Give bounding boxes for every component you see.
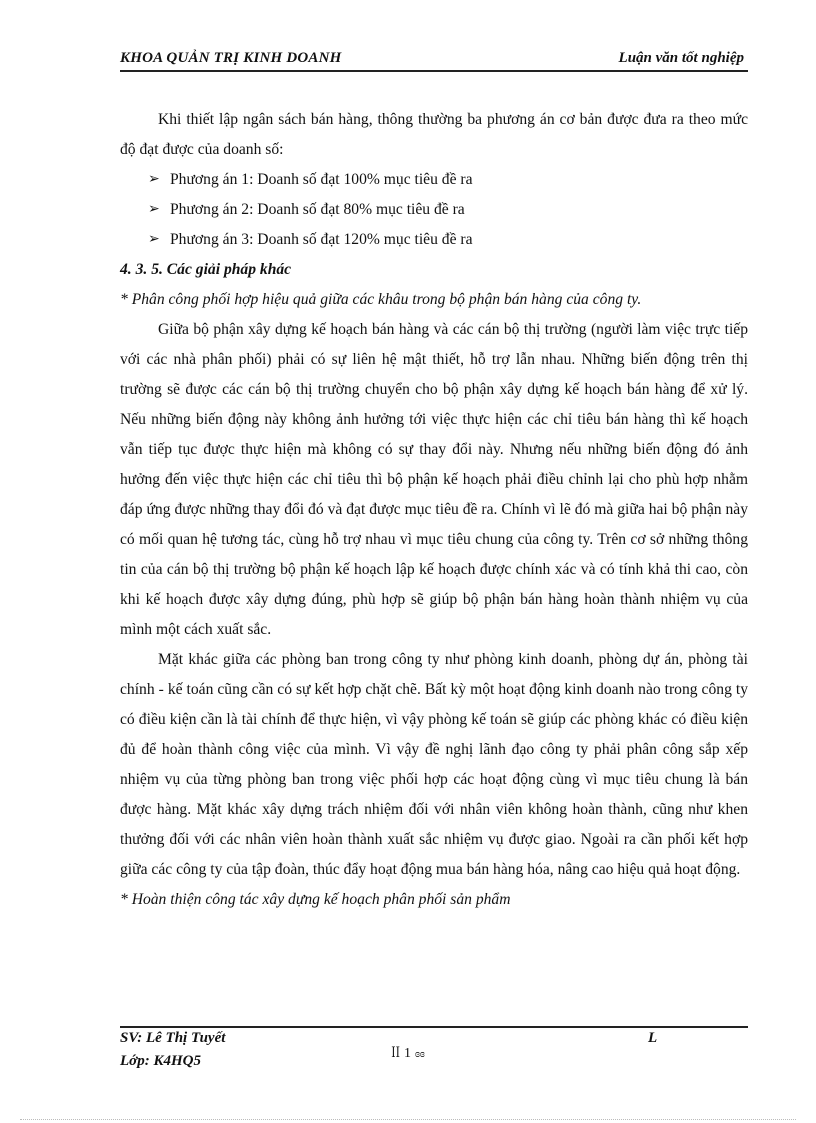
arrow-bullet-icon: ➢ — [148, 232, 160, 247]
bullet-text: Phương án 1: Doanh số đạt 100% mục tiêu đề ra — [170, 171, 473, 188]
document-body — [120, 105, 748, 915]
page-number — [0, 1046, 816, 1062]
page-header — [120, 48, 748, 72]
arrow-bullet-icon: ➢ — [148, 202, 160, 217]
ornament-right-icon: ɞɞ — [414, 1048, 425, 1060]
sub-heading: * Phân công phối hợp hiệu quả giữa các khâu trong bộ phận bán hàng của công ty. — [120, 291, 642, 308]
intro-paragraph: Khi thiết lập ngân sách bán hàng, thông thường ba phương án cơ bản được đưa ra theo mức độ đạt được của doanh số: — [120, 111, 748, 158]
list-item — [148, 225, 748, 255]
footer-divider — [120, 1026, 748, 1028]
body-paragraph: Mặt khác giữa các phòng ban trong công ty như phòng kinh doanh, phòng dự án, phòng tài chính - kế toán cũng cần có sự kết hợp chặt chẽ. Bất kỳ một hoạt động kinh doanh nào trong công ty có điều kiện cần là tài chính để thực hiện, vì vậy phòng kế toán sẽ giúp các phòng khác có điều kiện đủ để hoàn thành công việc của mình. Vì vậy đề nghị lãnh đạo công ty phải phân công sắp xếp nhiệm vụ của từng phòng ban trong việc phối hợp các hoạt động cùng vì mục tiêu chung là bán được hàng. Mặt khác xây dựng trách nhiệm đối với nhân viên không hoàn thành, cũng như khen thưởng đối với các nhân viên hoàn thành xuất sắc nhiệm vụ được giao. Ngoài ra cần phối kết hợp giữa các công ty của tập đoàn, thúc đẩy hoạt động mua bán hàng hóa, nâng cao hiệu quả hoạt động. — [120, 651, 748, 878]
bullet-text: Phương án 2: Doanh số đạt 80% mục tiêu đề ra — [170, 201, 465, 218]
page-bottom-border — [20, 1119, 796, 1120]
list-item — [148, 165, 748, 195]
header-faculty: KHOA QUẢN TRỊ KINH DOANH — [120, 50, 342, 66]
footer-class: Lớp: K4HQ5 — [120, 1053, 201, 1069]
page-number-value: 1 — [403, 1046, 411, 1061]
footer-mark: L — [648, 1030, 658, 1046]
sub-heading: * Hoàn thiện công tác xây dựng kế hoạch phân phối sản phẩm — [120, 891, 511, 908]
body-paragraph: Giữa bộ phận xây dựng kế hoạch bán hàng và các cán bộ thị trường (người làm việc trực tiếp với các nhà phân phối) phải có sự liên hệ mật thiết, hỗ trợ lẫn nhau. Những biến động trên thị trường sẽ được các cán bộ thị trường chuyển cho bộ phận xây dựng kế hoạch bán hàng để xử lý. Nếu những biến động này không ảnh hưởng tới việc thực hiện các chỉ tiêu bán hàng thì kế hoạch vẫn tiếp tục được thực hiện mà không có sự thay đổi này. Nhưng nếu những biến động đó ảnh hưởng đến việc thực hiện các chỉ tiêu thì bộ phận kế hoạch phải điều chỉnh lại cho phù hợp nhằm đáp ứng được những thay đổi đó và đạt được mục tiêu đề ra. Chính vì lẽ đó mà giữa hai bộ phận này có mối quan hệ tương tác, cùng hỗ trợ nhau vì mục tiêu chung của công ty. Trên cơ sở những thông tin của cán bộ thị trường bộ phận kế hoạch lập kế hoạch được chính xác và có tính khả thi cao, còn khi kế hoạch được xây dựng đúng, phù hợp sẽ giúp bộ phận bán hàng hoàn thành nhiệm vụ của mình một cách xuất sắc. — [120, 321, 748, 638]
section-heading: 4. 3. 5. Các giải pháp khác — [120, 261, 292, 278]
header-thesis-label: Luận văn tốt nghiệp — [618, 50, 744, 66]
list-item — [148, 195, 748, 225]
bullet-text: Phương án 3: Doanh số đạt 120% mục tiêu đề ra — [170, 231, 473, 248]
bullet-list — [120, 165, 748, 255]
footer-student-name: SV: Lê Thị Tuyết — [120, 1030, 226, 1046]
arrow-bullet-icon: ➢ — [148, 172, 160, 187]
ornament-left-icon: ꟾꟾ — [391, 1048, 400, 1060]
